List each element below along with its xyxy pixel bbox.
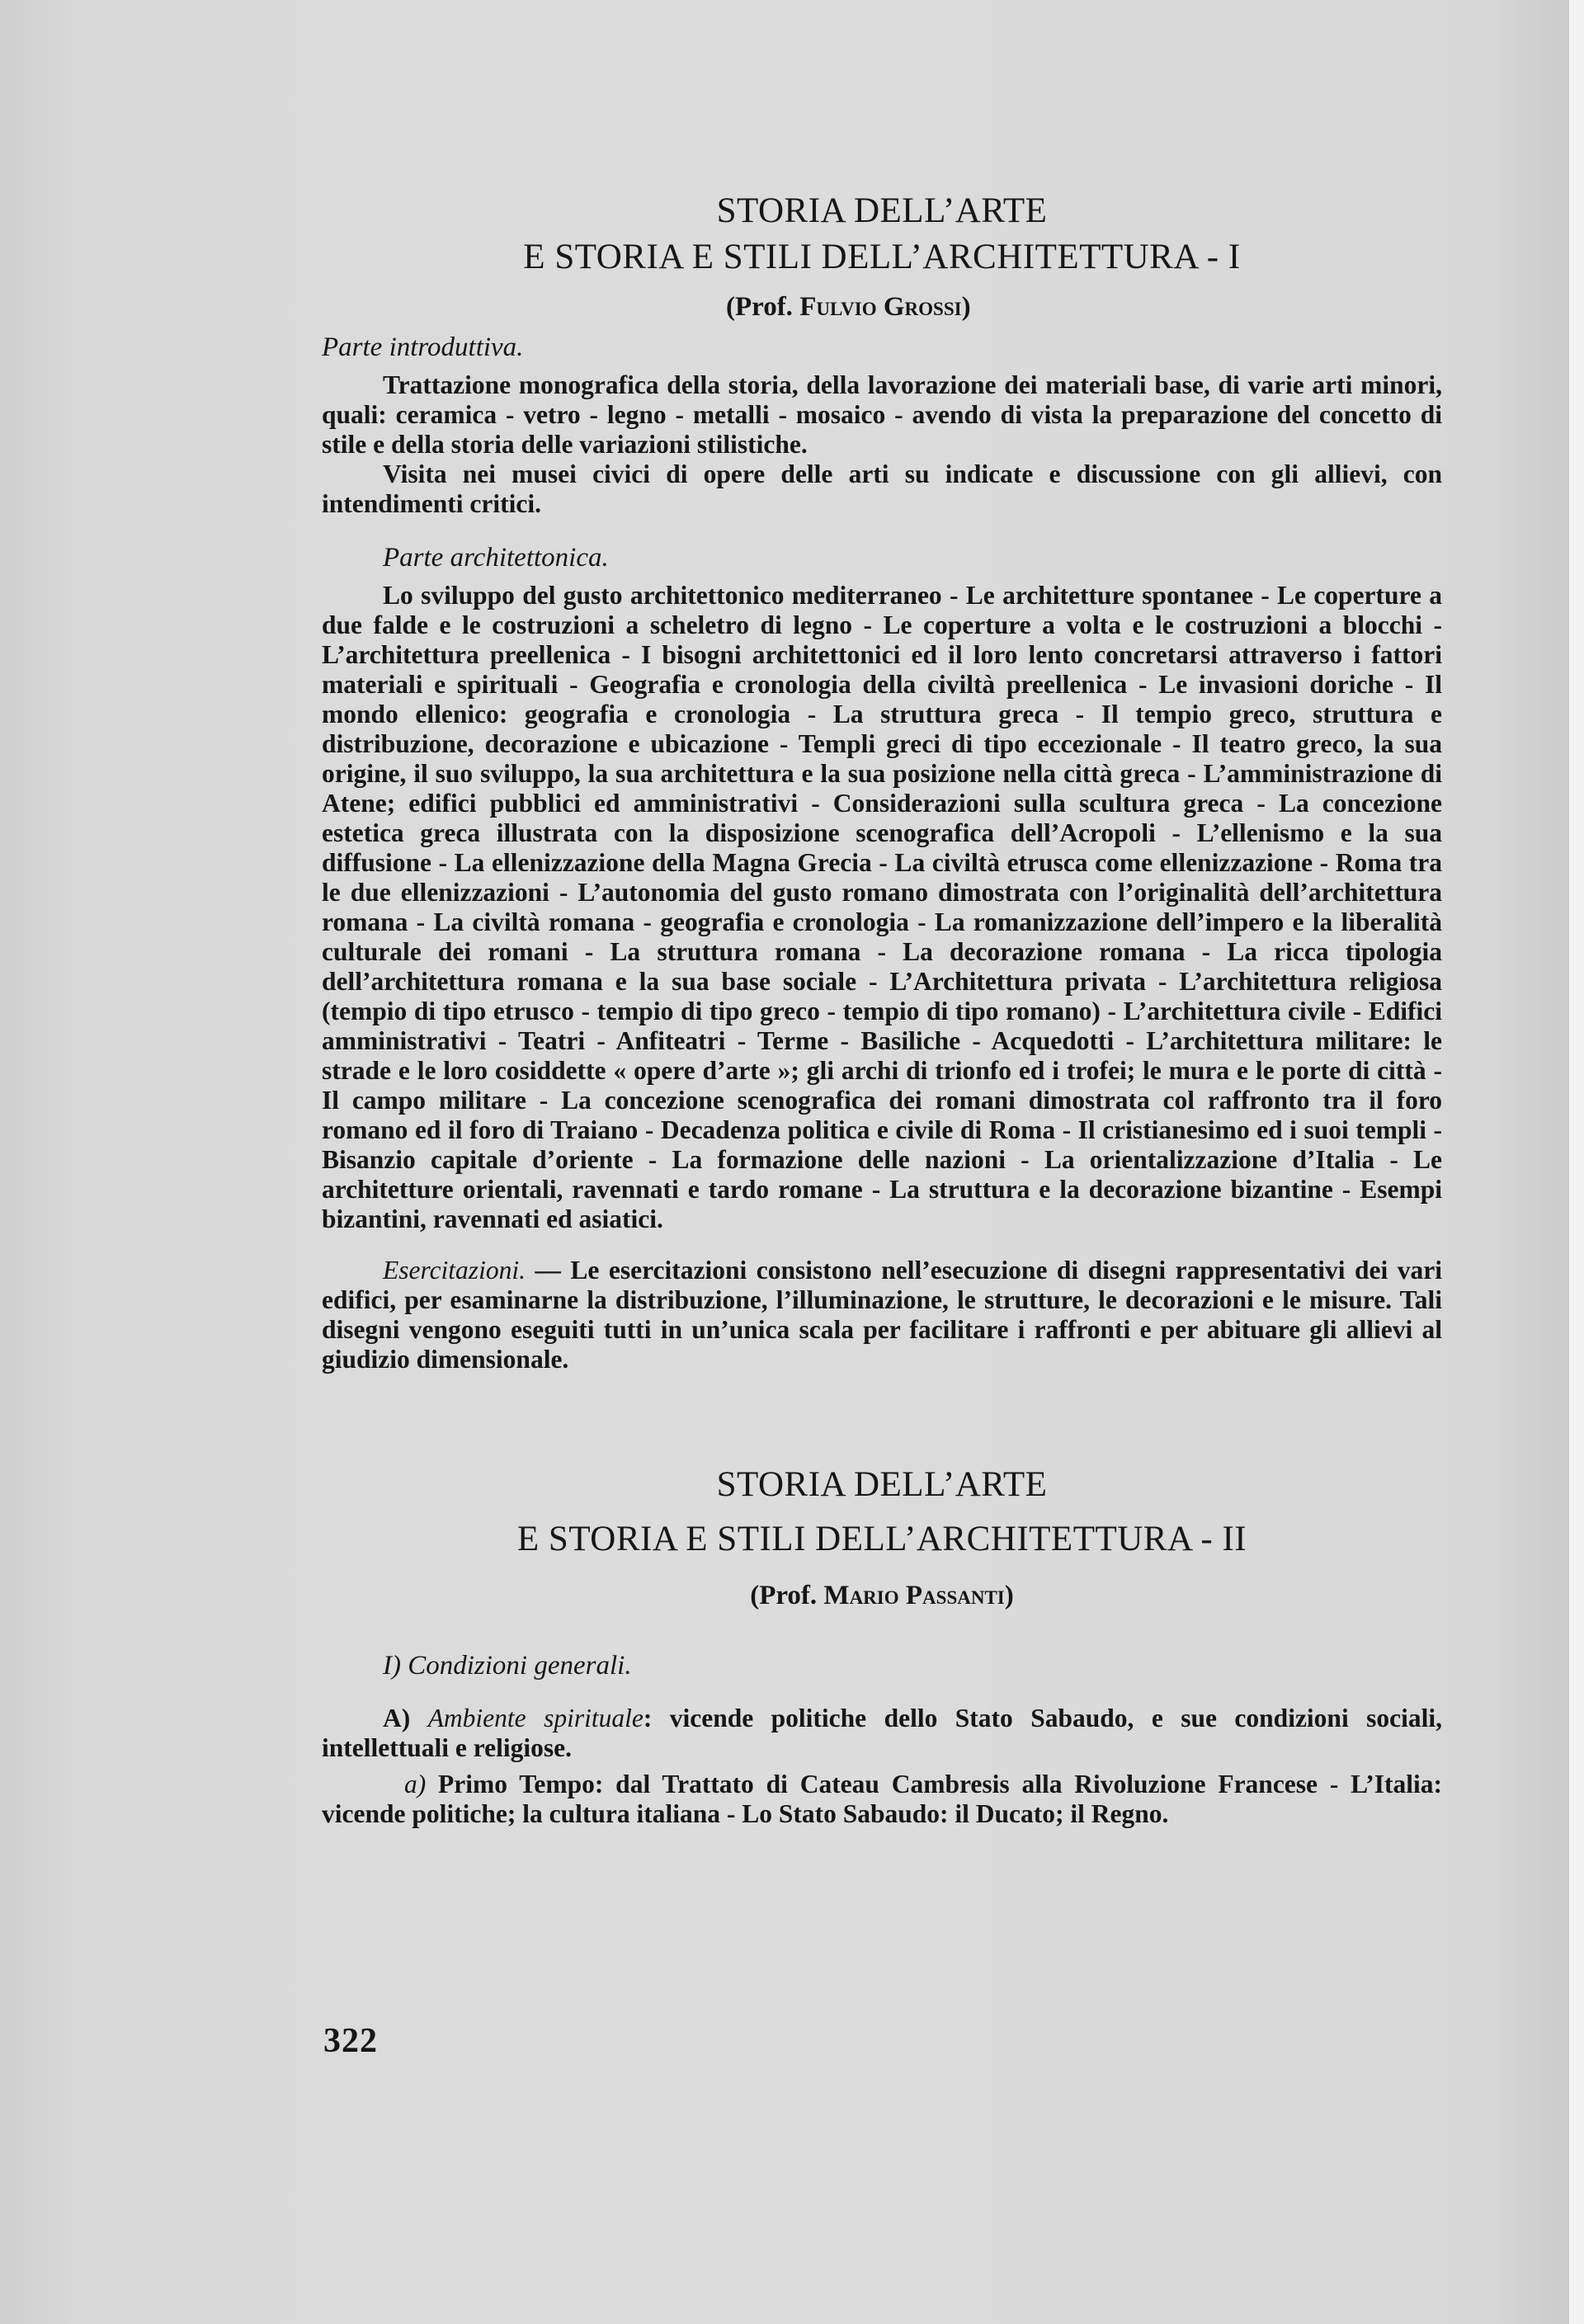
section2-prof-name: Mario Passanti [823, 1581, 1005, 1610]
section1-title-line1: STORIA DELL’ARTE [716, 191, 1048, 230]
section2-title-line1: STORIA DELL’ARTE [716, 1465, 1048, 1504]
section2-paragraph-a1 [322, 1770, 1442, 1829]
section2-heading-number: I) [383, 1651, 401, 1681]
section2-prof-prefix: (Prof. [750, 1581, 818, 1610]
exercises-label: Esercitazioni. [383, 1256, 526, 1285]
section2-a1-label: a) [404, 1770, 427, 1798]
section2-a-label: A) [383, 1704, 411, 1732]
intro-paragraph-2: Visita nei musei civici di opere delle arti su indicate e discussione con gli allievi, con intendimenti critici. [322, 460, 1442, 518]
page-number: 322 [323, 2022, 378, 2060]
section2-paragraph-a [322, 1704, 1442, 1763]
section1-prof-name: Fulvio Grossi [799, 292, 962, 322]
exercises-paragraph [322, 1256, 1442, 1374]
section2-a-text: : vicende politiche dello Stato Sabaudo, e sue condizioni sociali, intellettuali e religiose. [322, 1704, 1442, 1762]
section2-prof-suffix: ) [1004, 1581, 1014, 1610]
page-content [322, 188, 1442, 1829]
architecture-heading: Parte architettonica. [383, 543, 609, 573]
section2-professor [322, 1577, 1442, 1614]
exercises-text: — Le esercitazioni consistono nell’esecuzione di disegni rappresentativi dei vari edifici, per esaminarne la distribuzione, l’illuminazione, le strutture, le decorazioni e le misure. Tali disegni vengono eseguiti tutti in un’unica scala per facilitare i raffronti e per abituare gli allievi al giudizio dimensionale. [322, 1256, 1442, 1374]
section2-heading [322, 1648, 1442, 1684]
section1-prof-prefix: (Prof. [726, 292, 793, 322]
intro-paragraph-1: Trattazione monografica della storia, della lavorazione dei materiali base, di varie arti minori, quali: ceramica - vetro - legno - metalli - mosaico - avendo di vista la preparazione del concetto di stile e della storia delle variazioni stilistiche. [322, 370, 1442, 459]
intro-heading: Parte introduttiva. [322, 332, 524, 362]
section1-title-line2: E STORIA E STILI DELL’ARCHITETTURA - I [523, 238, 1241, 276]
section2-a1-text: Primo Tempo: dal Trattato di Cateau Cambresis alla Rivoluzione Francese - L’Italia: vicende politiche; la cultura italiana - Lo Stato Sabaudo: il Ducato; il Regno. [322, 1770, 1442, 1828]
architecture-paragraph: Lo sviluppo del gusto architettonico mediterraneo - Le architetture spontanee - Le coperture a due falde e le costruzioni a scheletro di legno - Le coperture a volta e le costruzioni a blocchi - L’architettura preellenica - I bisogni architettonici ed il loro lento concretarsi attraverso i fattori materiali e spirituali - Geografia e cronologia della civiltà preellenica - Le invasioni doriche - Il mondo ellenico: geografia e cronologia - La struttura greca - Il tempio greco, struttura e distribuzione, decorazione e ubicazione - Templi greci di tipo eccezionale - Il teatro greco, la sua origine, il suo sviluppo, la sua architettura e la sua posizione nella città greca - L’amministrazione di Atene; edifici pubblici ed amministrativi - Considerazioni sulla scultura greca - La concezione estetica greca illustrata con la disposizione scenografica dell’Acropoli - L’ellenismo e la sua diffusione - La ellenizzazione della Magna Grecia - La civiltà etrusca come ellenizzazione - Roma tra le due ellenizzazioni - L’autonomia del gusto romano dimostrata con l’originalità dell’architettura romana - La civiltà romana - geografia e cronologia - La romanizzazione dell’impero e la liberalità culturale dei romani - La struttura romana - La decorazione romana - La ricca tipologia dell’architettura romana e la sua base sociale - L’Architettura privata - L’architettura religiosa (tempio di tipo etrusco - tempio di tipo greco - tempio di tipo romano) - L’architettura civile - Edifici amministrativi - Teatri - Anfiteatri - Terme - Basiliche - Acquedotti - L’architettura militare: le strade e le loro cosiddette « opere d’arte »; gli archi di trionfo ed i trofei; le mura e le porte di città - Il campo militare - La concezione scenografica dei romani dimostrata col raffronto tra il foro romano ed il foro di Traiano - Decadenza politica e civile di Roma - Il cristianesimo ed i suoi templi - Bisanzio capitale d’oriente - La formazione delle nazioni - La orientalizzazione d’Italia - Le architetture orientali, ravennati e tardo romane - La struttura e la decorazione bizantine - Esempi bizantini, ravennati ed asiatici. [322, 581, 1442, 1233]
section2-title-line2: E STORIA E STILI DELL’ARCHITETTURA - II [516, 1520, 1247, 1558]
section1-professor [322, 289, 1442, 325]
section2-a-title: Ambiente spirituale [427, 1704, 644, 1732]
section1-prof-suffix: ) [961, 292, 971, 322]
section2-heading-text: Condizioni generali. [400, 1651, 632, 1681]
